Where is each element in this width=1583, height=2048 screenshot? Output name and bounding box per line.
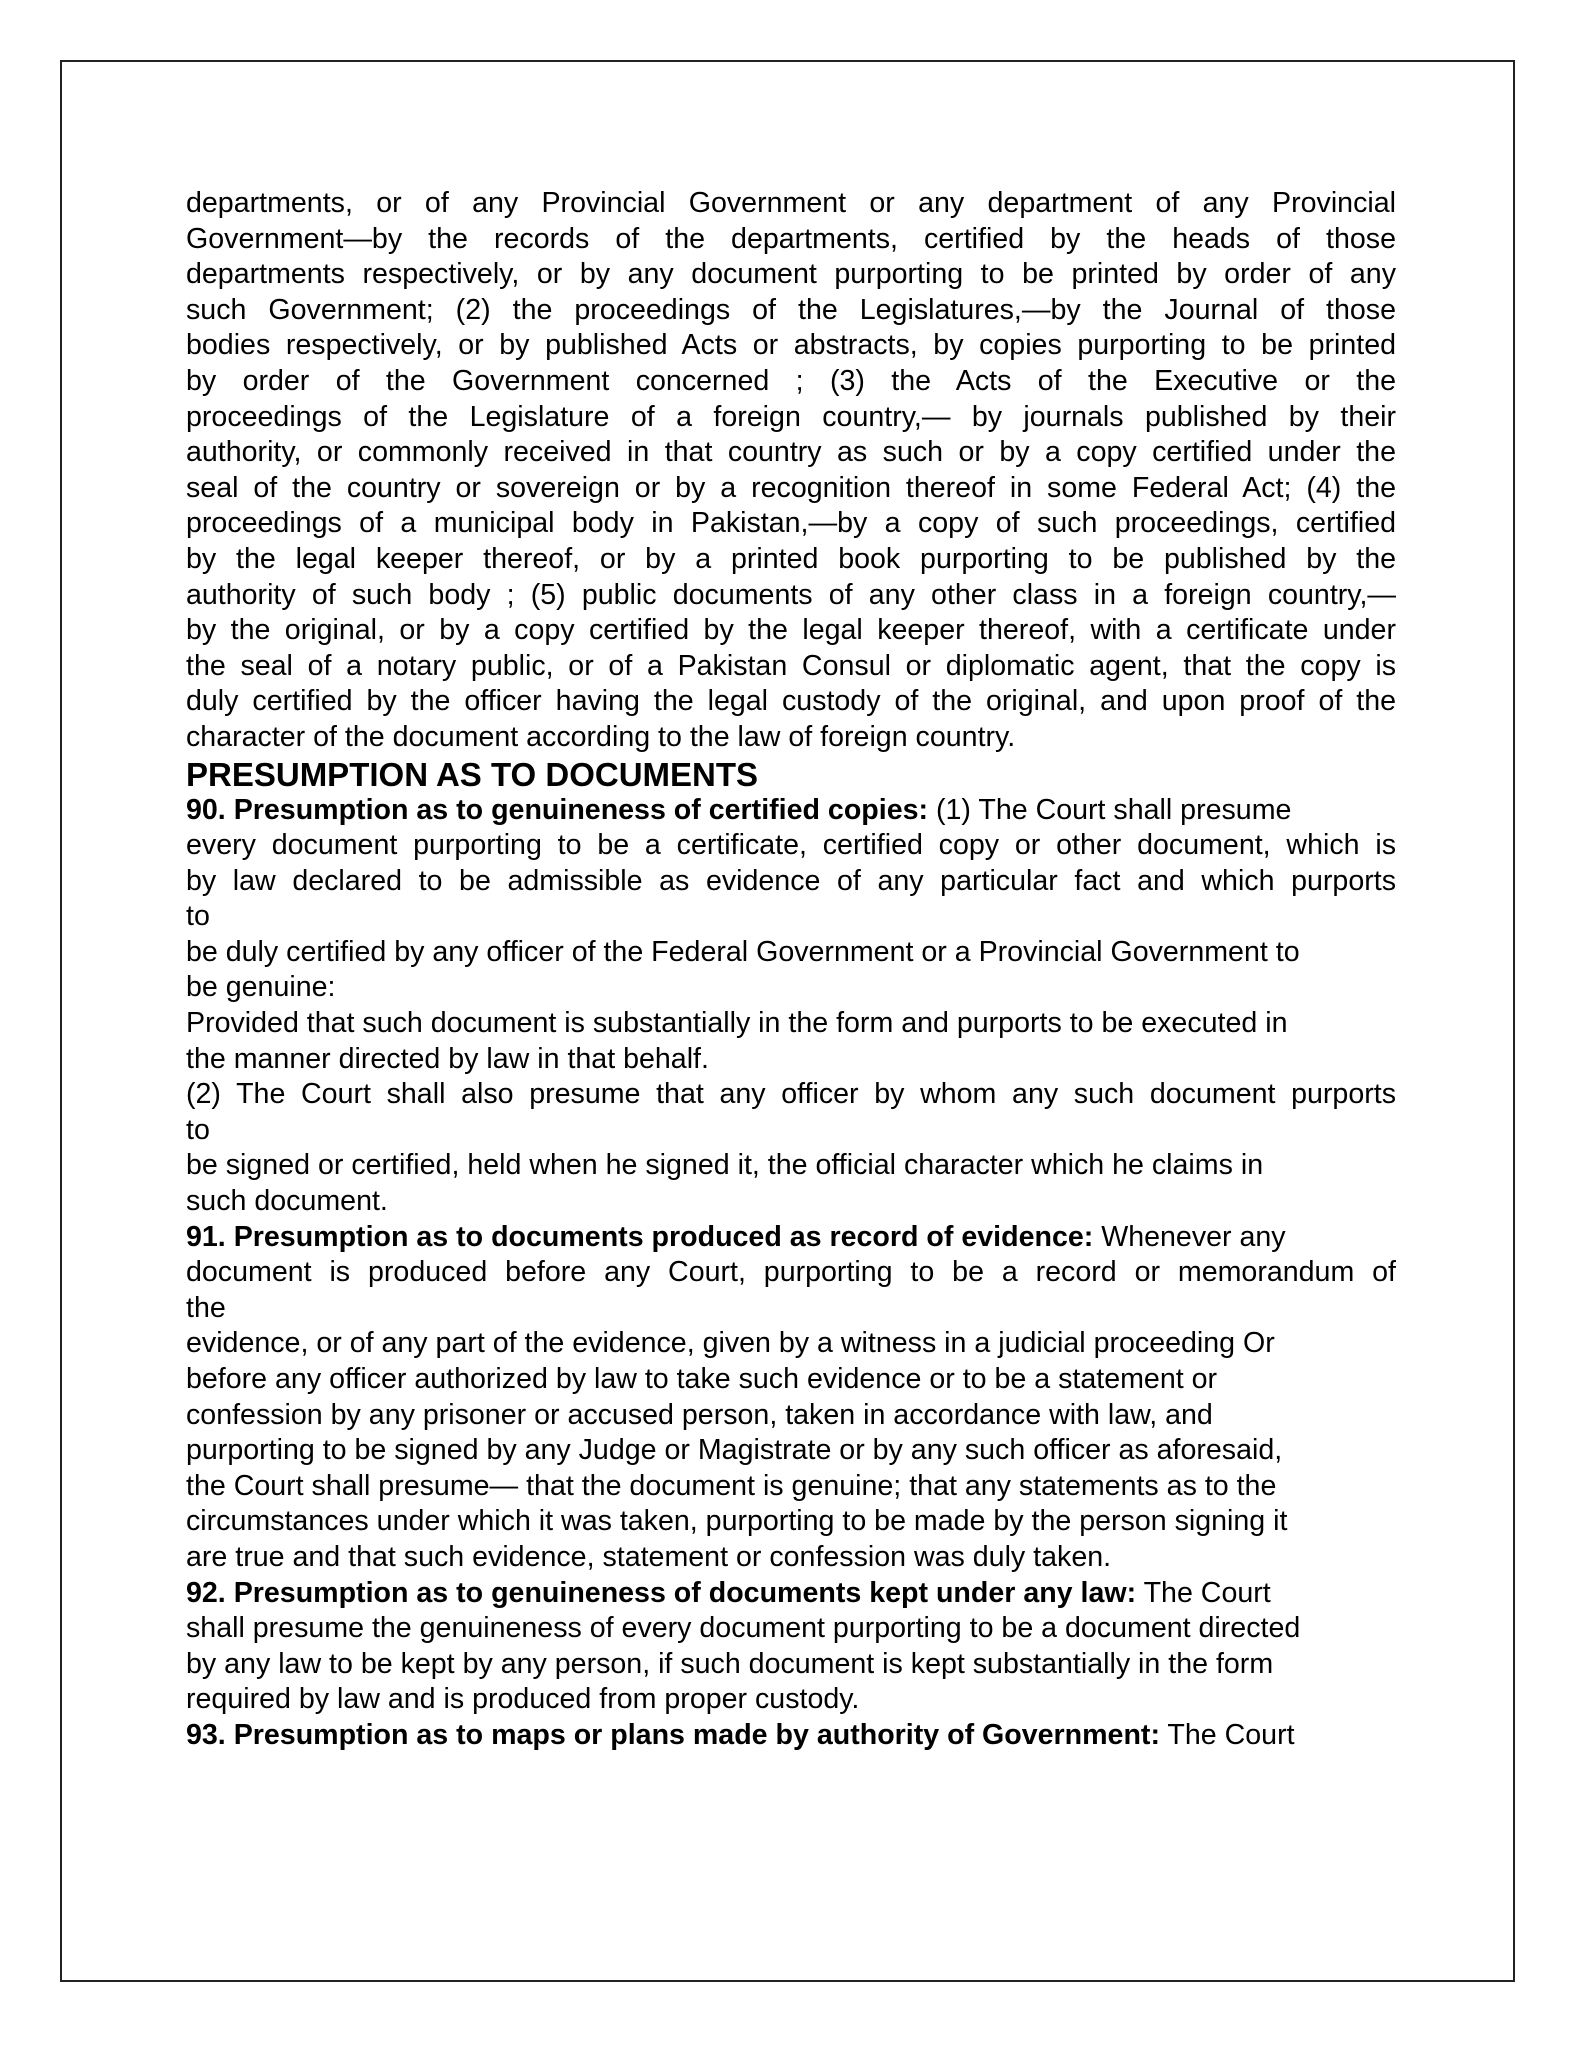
text-line: to xyxy=(186,1113,210,1146)
section-91-text: Whenever any xyxy=(1093,1220,1286,1253)
text-line: authority of such body ; (5) public documents of any other class in a foreign country,— xyxy=(186,578,1396,611)
section-93-title: 93. Presumption as to maps or plans made by authority of Government: xyxy=(186,1718,1160,1751)
section-91 xyxy=(186,1220,1396,1576)
text-line: by the legal keeper thereof, or by a printed book purporting to be published by the xyxy=(186,542,1396,575)
text-line: be genuine: xyxy=(186,971,336,1004)
section-92-text: The Court xyxy=(1136,1576,1271,1609)
text-line: to xyxy=(186,900,210,933)
text-line: character of the document according to the law of foreign country. xyxy=(186,720,1016,753)
text-line: duly certified by the officer having the legal custody of the original, and upon proof of the xyxy=(186,685,1396,718)
text-line: by any law to be kept by any person, if such document is kept substantially in the form xyxy=(186,1647,1274,1680)
text-line: are true and that such evidence, statement or confession was duly taken. xyxy=(186,1540,1112,1573)
section-91-title: 91. Presumption as to documents produced as record of evidence: xyxy=(186,1220,1094,1253)
text-line: circumstances under which it was taken, purporting to be made by the person signing it xyxy=(186,1505,1288,1538)
section-heading: PRESUMPTION AS TO DOCUMENTS xyxy=(186,755,759,793)
section-93-first-line xyxy=(186,1718,1396,1754)
section-92 xyxy=(186,1576,1396,1718)
text-line: be duly certified by any officer of the Federal Government or a Provincial Government to xyxy=(186,935,1300,968)
text-line: departments respectively, or by any document purporting to be printed by order of any xyxy=(186,258,1396,291)
text-line: by order of the Government concerned ; (3) the Acts of the Executive or the xyxy=(186,364,1396,397)
section-90-text: (1) The Court shall presume xyxy=(928,793,1292,826)
section-90-title: 90. Presumption as to genuineness of certified copies: xyxy=(186,793,929,826)
text-line: required by law and is produced from proper custody. xyxy=(186,1683,860,1716)
text-line: authority, or commonly received in that country as such or by a copy certified under the xyxy=(186,436,1396,469)
text-line: the Court shall presume— that the document is genuine; that any statements as to the xyxy=(186,1469,1277,1502)
text-line: confession by any prisoner or accused person, taken in accordance with law, and xyxy=(186,1398,1213,1431)
text-line: such document. xyxy=(186,1185,388,1218)
text-line: departments, or of any Provincial Government or any department of any Provincial xyxy=(186,187,1396,219)
section-91-first-line xyxy=(186,1220,1396,1256)
text-line: by the original, or by a copy certified by the legal keeper thereof, with a certificate under xyxy=(186,614,1396,647)
text-line: bodies respectively, or by published Acts or abstracts, by copies purporting to be printed xyxy=(186,329,1396,362)
text-line: Government—by the records of the departments, certified by the heads of those xyxy=(186,222,1396,255)
section-93 xyxy=(186,1718,1396,1754)
text-line: the seal of a notary public, or of a Pakistan Consul or diplomatic agent, that the copy is xyxy=(186,649,1396,682)
section-92-first-line xyxy=(186,1576,1396,1612)
text-line: evidence, or of any part of the evidence, given by a witness in a judicial proceeding Or xyxy=(186,1327,1275,1360)
text-line: be signed or certified, held when he signed it, the official character which he claims in xyxy=(186,1149,1264,1182)
section-90-first-line xyxy=(186,793,1396,829)
text-line: document is produced before any Court, purporting to be a record or memorandum of xyxy=(186,1256,1396,1289)
text-line: the manner directed by law in that behalf. xyxy=(186,1042,709,1075)
text-line: such Government; (2) the proceedings of the Legislatures,—by the Journal of those xyxy=(186,293,1396,326)
section-90 xyxy=(186,793,1396,1220)
text-line: the xyxy=(186,1291,226,1324)
text-line: Provided that such document is substantially in the form and purports to be executed in xyxy=(186,1007,1288,1040)
text-line: before any officer authorized by law to take such evidence or to be a statement or xyxy=(186,1363,1218,1395)
text-line: shall presume the genuineness of every document purporting to be a document directed xyxy=(186,1612,1301,1645)
section-93-text: The Court xyxy=(1159,1718,1295,1751)
section-92-title: 92. Presumption as to genuineness of documents kept under any law: xyxy=(186,1576,1137,1609)
text-line: every document purporting to be a certificate, certified copy or other document, which is xyxy=(186,829,1396,862)
text-line: proceedings of the Legislature of a foreign country,— by journals published by their xyxy=(186,400,1396,433)
text-line: proceedings of a municipal body in Pakistan,—by a copy of such proceedings, certified xyxy=(186,507,1396,540)
document-body xyxy=(186,186,1396,1754)
text-line: seal of the country or sovereign or by a recognition thereof in some Federal Act; (4) the xyxy=(186,471,1396,504)
paragraph-public-documents-proof xyxy=(186,186,1396,756)
text-line: by law declared to be admissible as evidence of any particular fact and which purports xyxy=(186,864,1396,897)
text-line: purporting to be signed by any Judge or Magistrate or by any such officer as aforesaid, xyxy=(186,1434,1283,1467)
text-line: (2) The Court shall also presume that any officer by whom any such document purports xyxy=(186,1078,1396,1111)
